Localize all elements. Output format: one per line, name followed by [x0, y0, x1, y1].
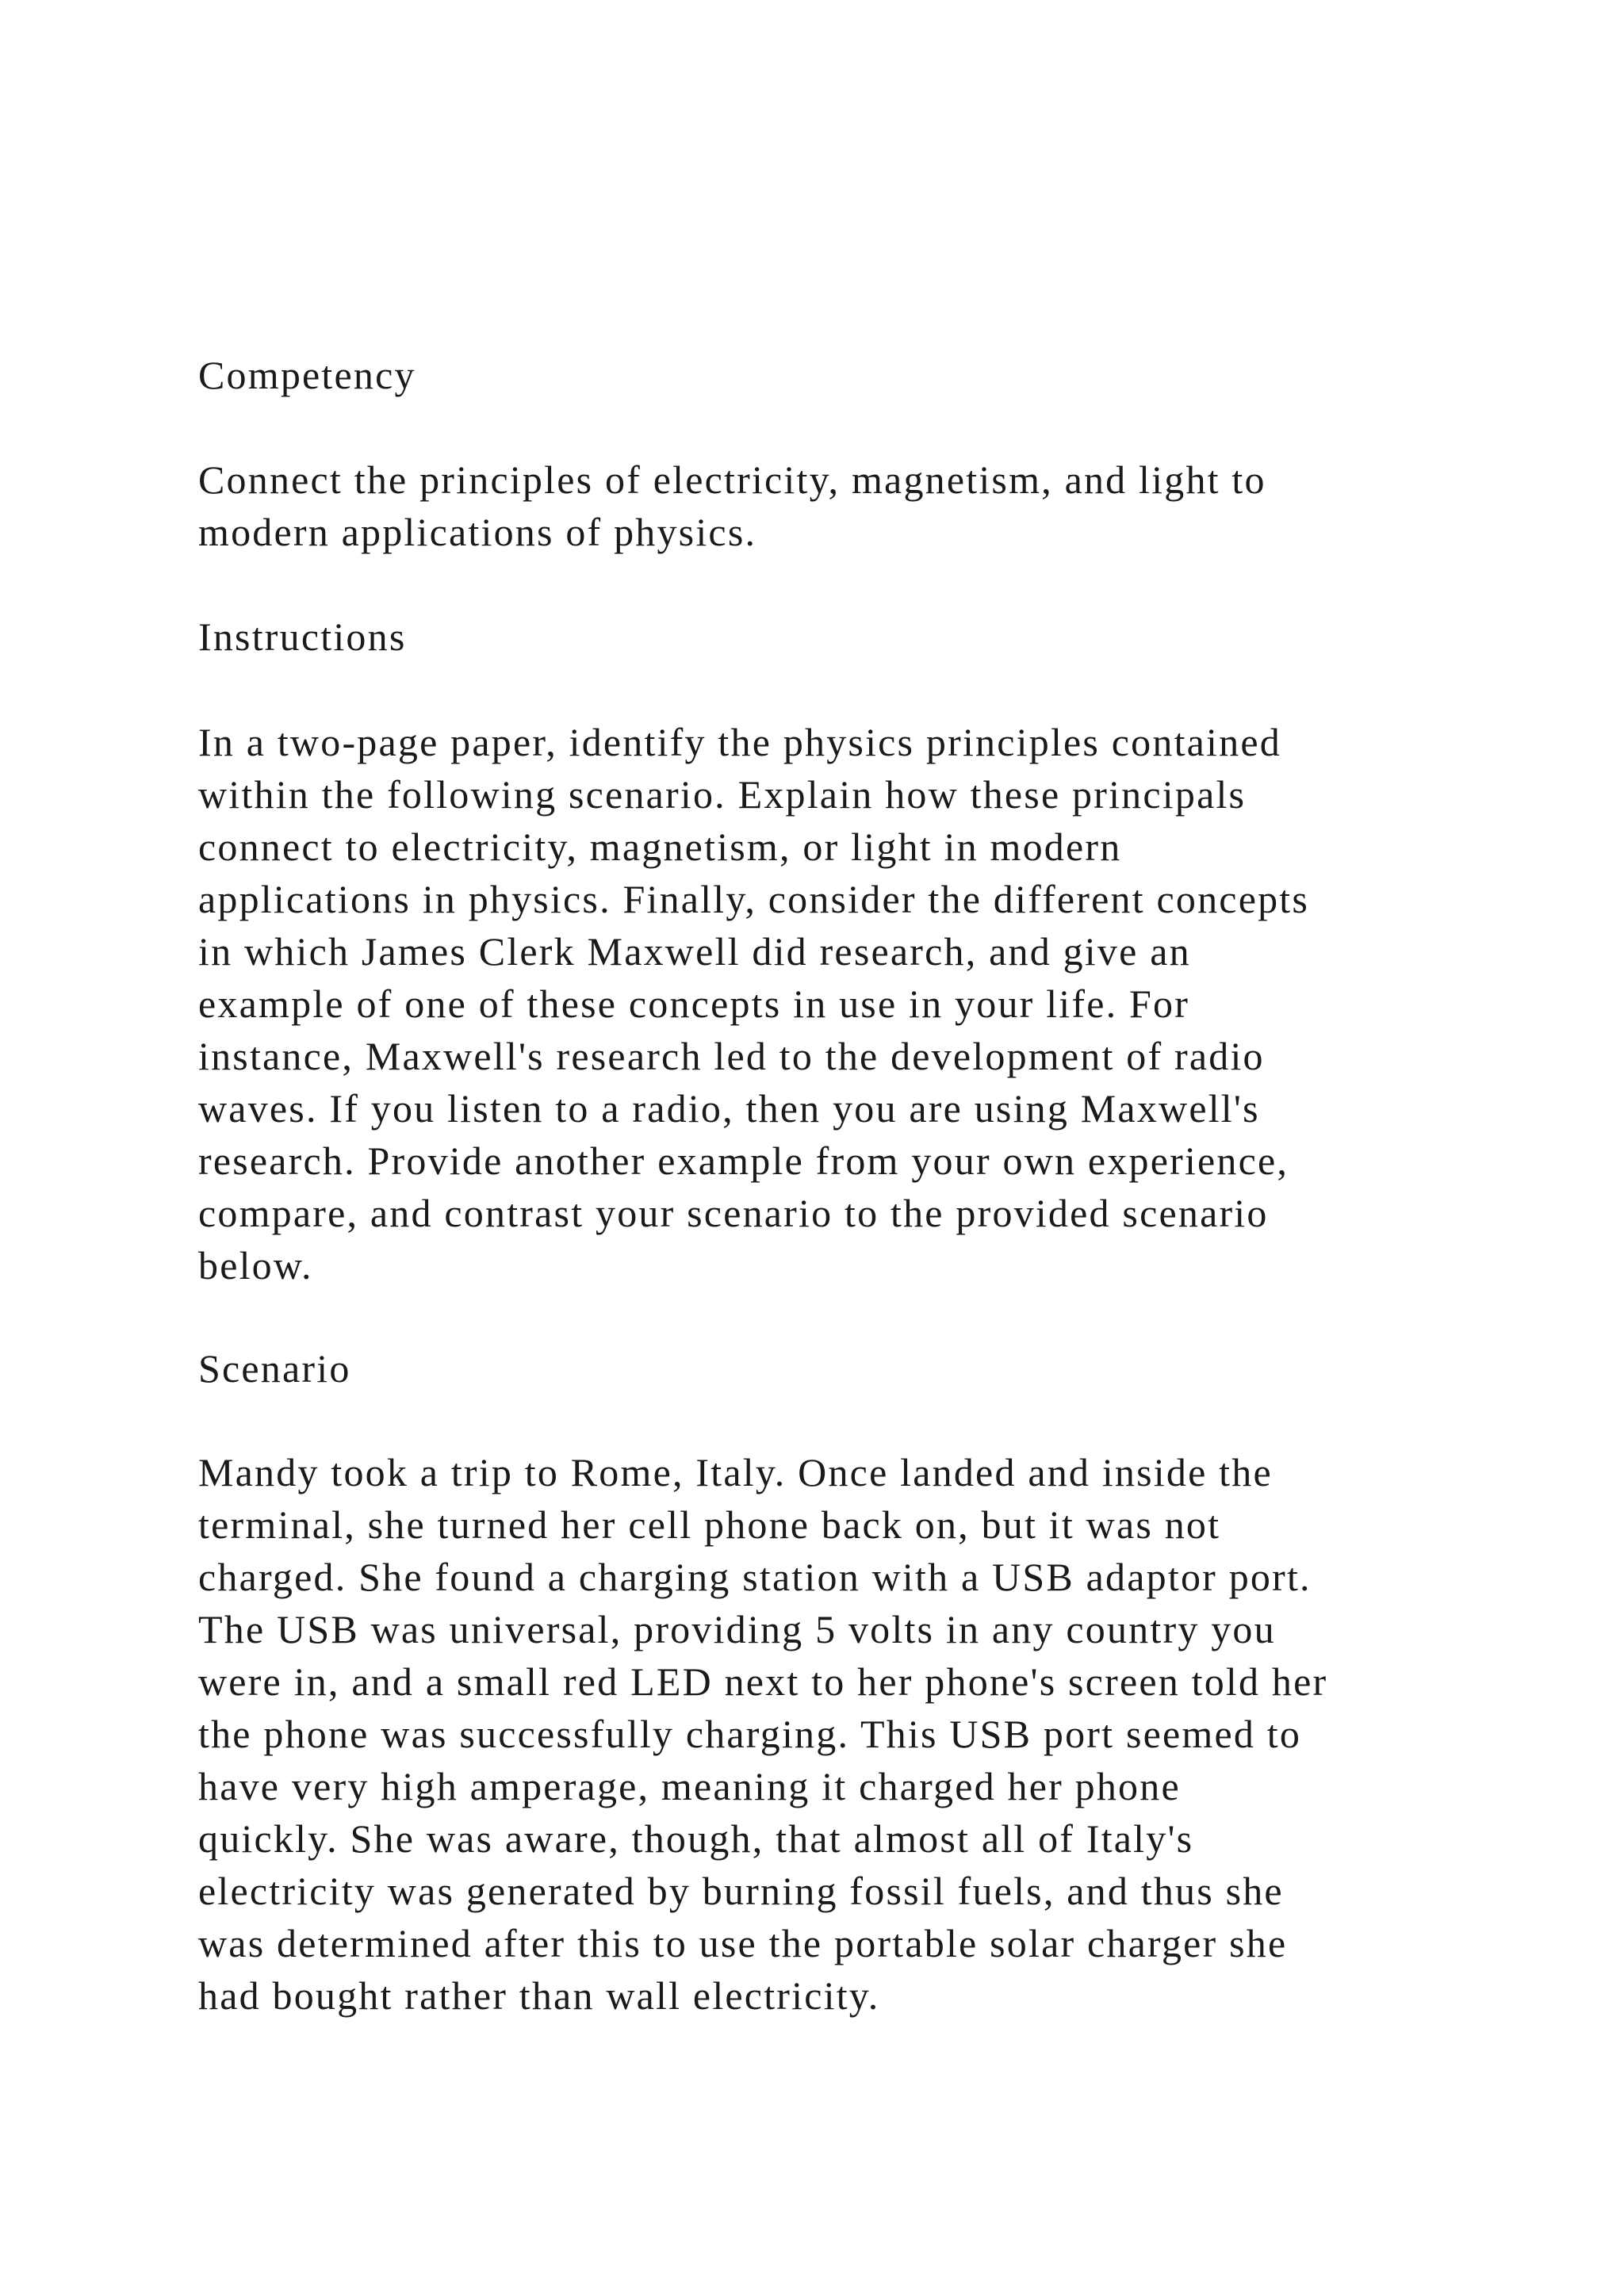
- scenario-heading: Scenario: [198, 1346, 351, 1391]
- paragraph-line: instance, Maxwell's research led to the development of radio: [198, 1034, 1265, 1078]
- paragraph-line: was determined after this to use the portable solar charger she: [198, 1921, 1288, 1965]
- instructions-heading: Instructions: [198, 614, 407, 659]
- paragraph-line: charged. She found a charging station with a USB adaptor port.: [198, 1555, 1312, 1599]
- paragraph-line: research. Provide another example from your own experience,: [198, 1138, 1289, 1183]
- paragraph-line: had bought rather than wall electricity.: [198, 1973, 880, 2018]
- paragraph-line: modern applications of physics.: [198, 510, 757, 554]
- paragraph-line: Mandy took a trip to Rome, Italy. Once landed and inside the: [198, 1450, 1273, 1494]
- paragraph-line: applications in physics. Finally, consider the different concepts: [198, 877, 1310, 921]
- paragraph-line: waves. If you listen to a radio, then you are using Maxwell's: [198, 1086, 1260, 1131]
- paragraph-line: in which James Clerk Maxwell did research, and give an: [198, 929, 1191, 974]
- paragraph-line: have very high amperage, meaning it charged her phone: [198, 1764, 1181, 1808]
- competency-paragraph: [198, 453, 1483, 558]
- paragraph-line: example of one of these concepts in use in your life. For: [198, 982, 1190, 1026]
- paragraph-line: electricity was generated by burning fossil fuels, and thus she: [198, 1869, 1284, 1913]
- paragraph-line: within the following scenario. Explain how these principals: [198, 772, 1247, 817]
- paragraph-line: compare, and contrast your scenario to the provided scenario: [198, 1191, 1269, 1235]
- paragraph-line: were in, and a small red LED next to her phone's screen told her: [198, 1659, 1328, 1704]
- paragraph-line: terminal, she turned her cell phone back on, but it was not: [198, 1502, 1221, 1547]
- instructions-paragraph: [198, 716, 1483, 1292]
- paragraph-line: In a two-page paper, identify the physics principles contained: [198, 720, 1281, 764]
- scenario-paragraph: [198, 1446, 1483, 2022]
- paragraph-line: quickly. She was aware, though, that almost all of Italy's: [198, 1816, 1194, 1861]
- paragraph-line: Connect the principles of electricity, magnetism, and light to: [198, 457, 1266, 502]
- paragraph-line: the phone was successfully charging. This USB port seemed to: [198, 1712, 1302, 1756]
- paragraph-line: The USB was universal, providing 5 volts in any country you: [198, 1607, 1276, 1651]
- paragraph-line: connect to electricity, magnetism, or light in modern: [198, 825, 1122, 869]
- paragraph-line: below.: [198, 1243, 313, 1288]
- competency-heading: Competency: [198, 353, 416, 397]
